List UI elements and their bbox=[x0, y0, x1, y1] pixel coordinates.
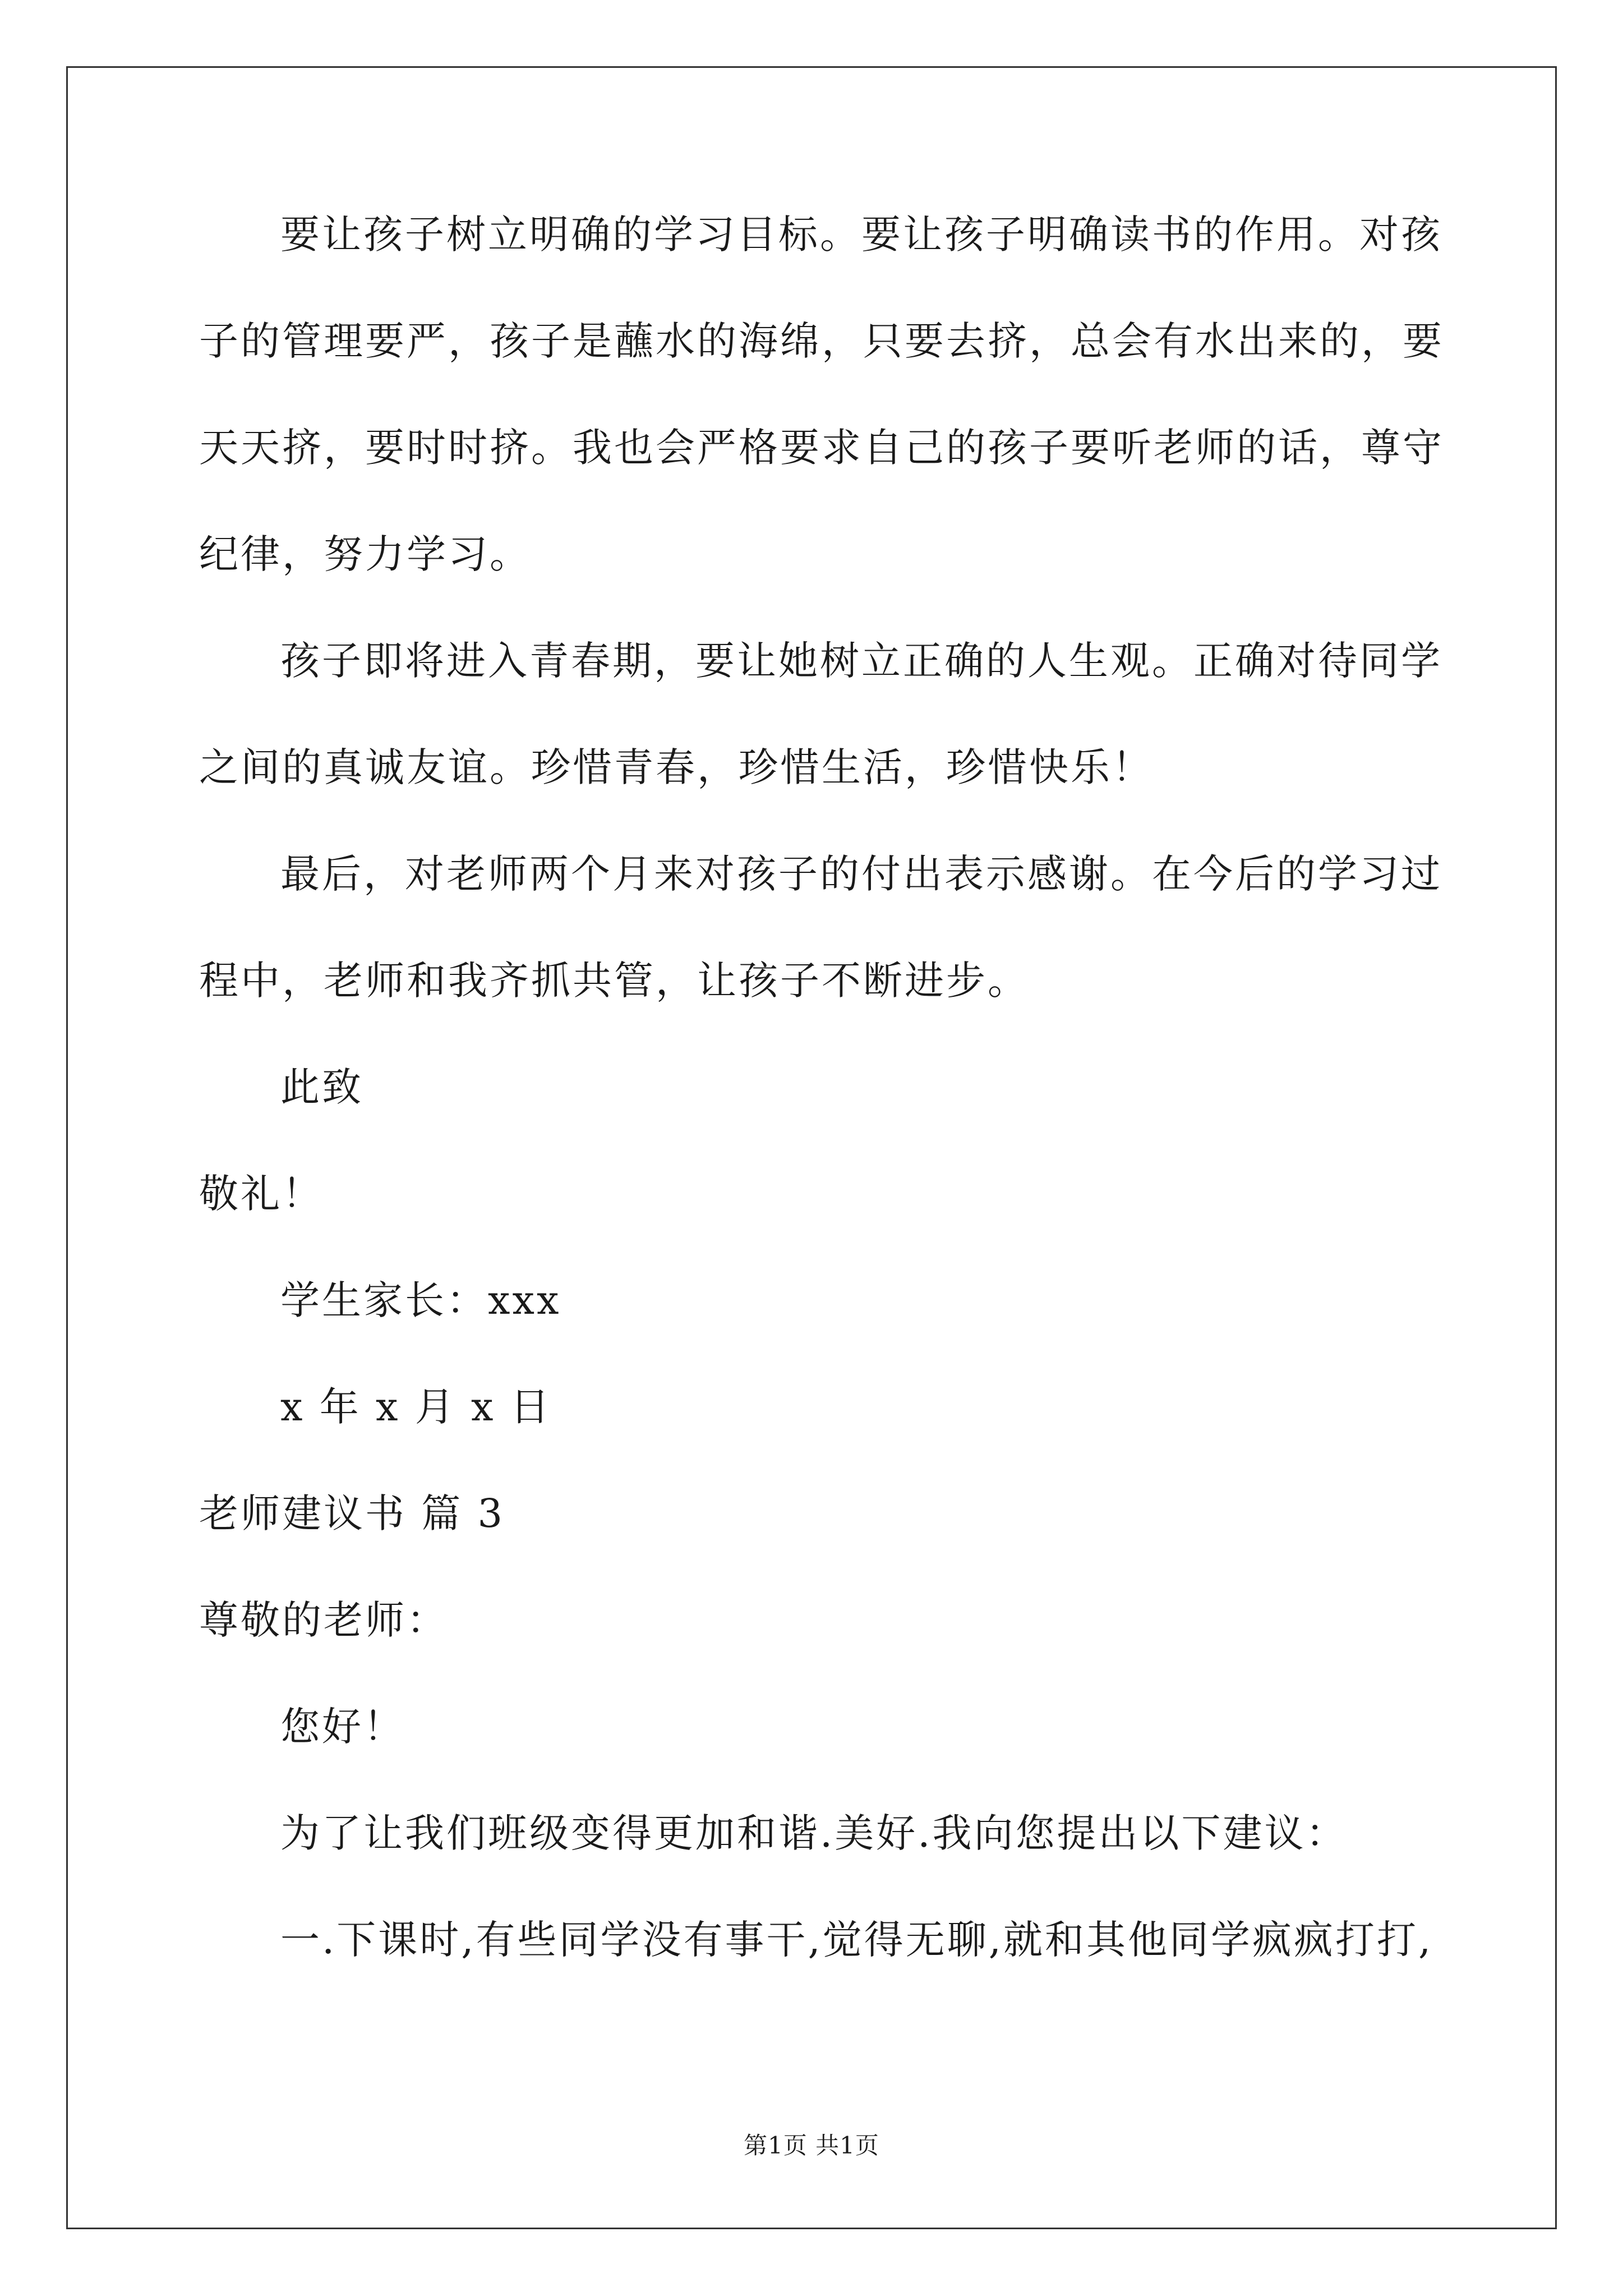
greeting-line: 您好！ bbox=[280, 1704, 405, 1750]
signature-line: 学生家长：xxx bbox=[280, 1277, 561, 1323]
paragraph-line: 子的管理要严，孩子是蘸水的海绵，只要去挤，总会有水出来的，要 bbox=[199, 318, 1444, 364]
paragraph-line: 要让孩子树立明确的学习目标。要让孩子明确读书的作用。对孩 bbox=[280, 211, 1442, 257]
section-heading: 老师建议书 篇 3 bbox=[199, 1490, 505, 1536]
paragraph-line: 最后，对老师两个月来对孩子的付出表示感谢。在今后的学习过 bbox=[280, 851, 1442, 897]
page-border bbox=[66, 66, 1557, 2229]
date-line: x 年 x 月 x 日 bbox=[280, 1384, 552, 1430]
salutation-line: 敬礼！ bbox=[199, 1171, 324, 1217]
paragraph-line: 程中，老师和我齐抓共管，让孩子不断进步。 bbox=[199, 958, 1029, 1004]
greeting-line: 尊敬的老师： bbox=[199, 1597, 448, 1643]
page-footer: 第1页 共1页 bbox=[744, 2132, 879, 2159]
paragraph-line: 纪律，努力学习。 bbox=[199, 531, 531, 577]
paragraph-line: 天天挤，要时时挤。我也会严格要求自己的孩子要听老师的话，尊守 bbox=[199, 425, 1444, 471]
paragraph-line: 之间的真诚友谊。珍惜青春，珍惜生活，珍惜快乐！ bbox=[199, 744, 1154, 790]
paragraph-line: 一.下课时,有些同学没有事干,觉得无聊,就和其他同学疯疯打打, bbox=[280, 1917, 1433, 1963]
paragraph-line: 孩子即将进入青春期，要让她树立正确的人生观。正确对待同学 bbox=[280, 638, 1442, 684]
paragraph-line: 为了让我们班级变得更加和谐.美好.我向您提出以下建议： bbox=[280, 1810, 1348, 1856]
closing-line: 此致 bbox=[280, 1064, 363, 1110]
